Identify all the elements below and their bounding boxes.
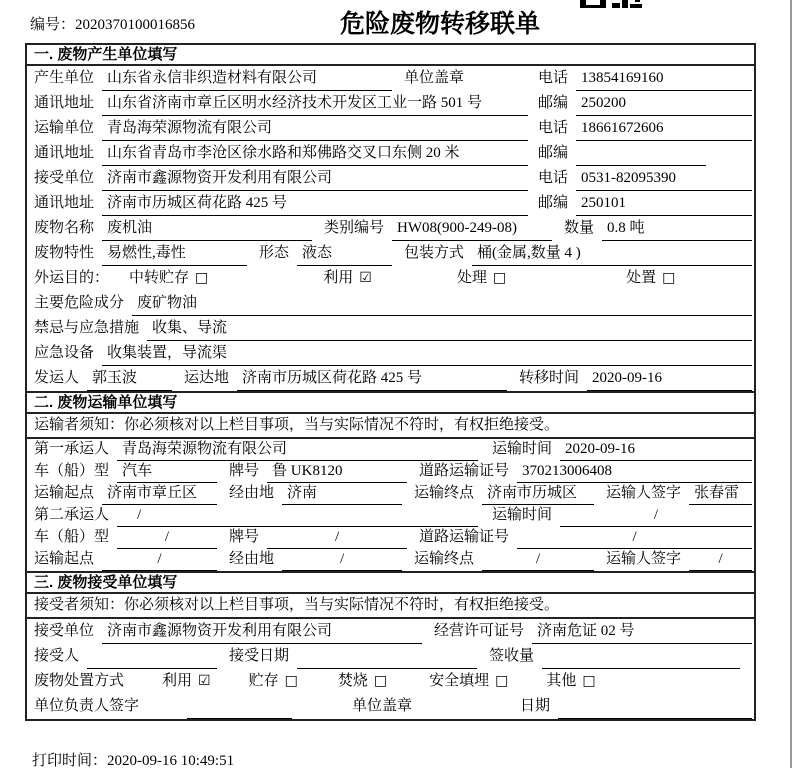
second-carrier-label: 第二承运人: [34, 507, 110, 523]
disposal-option-label: 安全填埋: [429, 673, 490, 689]
origin-label: 运输起点: [34, 485, 95, 501]
page-edge-divider: [790, 0, 792, 768]
road-permit-label: 道路运输证号: [419, 463, 510, 479]
second-carrier-value: /: [117, 505, 478, 527]
quantity-label: 数量: [564, 220, 595, 236]
shipper-value: 郭玉波: [87, 366, 172, 391]
transfer-purpose-label: 外运目的：: [34, 270, 110, 286]
receiver-phone-value: 0531-82095390: [576, 166, 752, 191]
second-carrier-row: [27, 505, 754, 527]
purpose-option-label: 处置: [626, 270, 657, 286]
second-origin-value: /: [102, 549, 217, 571]
hazard-components-value: 废矿物油: [132, 291, 752, 316]
shipper-label: 发运人: [34, 370, 80, 386]
zip-label: 邮编: [538, 195, 569, 211]
transfer-time-value: 2020-09-16: [587, 366, 752, 391]
disposal-option-label: 利用: [162, 673, 193, 689]
treat-checkbox: □: [492, 270, 507, 286]
producer-unit-row: [27, 66, 754, 91]
producer-zip-value: 250200: [576, 91, 752, 116]
date-value: [558, 694, 752, 719]
unit-seal-label: 单位盖章: [352, 698, 413, 714]
disposal-method-label: 废物处置方式: [34, 673, 125, 689]
producer-unit-label: 产生单位: [34, 70, 95, 86]
first-route-row: [27, 483, 754, 505]
acceptor-value: [87, 644, 217, 669]
plate-number-label: 牌号: [229, 463, 260, 479]
purpose-option-label: 利用: [323, 270, 354, 286]
packing-method-label: 包装方式: [404, 245, 465, 261]
first-plate-number-value: 鲁 UK8120: [267, 461, 407, 483]
print-time-value: 2020-09-16 10:49:51: [107, 753, 235, 769]
road-permit-label: 道路运输证号: [419, 529, 510, 545]
disposal-option-incinerate: [338, 669, 387, 694]
carrier-signature-label: 运输人签字: [606, 485, 682, 501]
phone-label: 电话: [538, 70, 569, 86]
transfer-time-label: 转移时间: [519, 370, 580, 386]
waste-character-label: 废物特性: [34, 245, 95, 261]
second-route-row: [27, 549, 754, 571]
receipt-quantity-label: 签收量: [489, 648, 535, 664]
dispose-checkbox: □: [662, 270, 676, 286]
transporter-phone-value: 18661672606: [576, 116, 752, 141]
first-carrier-time-value: 2020-09-16: [560, 439, 752, 461]
zip-label: 邮编: [538, 95, 569, 111]
emergency-equipment-row: [27, 341, 754, 366]
emergency-equipment-value: 收集装置，导流渠: [102, 341, 752, 366]
waste-character-row: [27, 241, 754, 266]
disposal-other-checkbox: □: [582, 673, 596, 689]
acceptor-row: [27, 644, 754, 669]
accepting-unit-label: 接受单位: [34, 623, 95, 639]
document-number-label: 编号：: [30, 17, 76, 33]
qr-code-fragment: [578, 0, 644, 8]
receiver-unit-row: [27, 166, 754, 191]
endpoint-label: 运输终点: [414, 485, 475, 501]
first-origin-value: 济南市章丘区: [102, 483, 217, 505]
destination-value: 济南市历城区荷花路 425 号: [237, 366, 507, 391]
physical-form-label: 形态: [259, 245, 290, 261]
second-via-value: /: [282, 549, 402, 571]
emergency-measures-row: [27, 316, 754, 341]
disposal-option-other: [546, 669, 595, 694]
accept-date-value: [297, 644, 477, 669]
utilize-checkbox: ☑: [359, 270, 372, 286]
document-number-value: 2020370100016856: [75, 17, 196, 33]
accepting-unit-value: 济南市鑫源物资开发利用有限公司: [102, 619, 422, 644]
phone-label: 电话: [538, 170, 569, 186]
endpoint-label: 运输终点: [414, 551, 475, 567]
disposal-utilize-checkbox: ☑: [198, 673, 211, 689]
producer-address-row: [27, 91, 754, 116]
zip-label: 邮编: [538, 145, 569, 161]
second-road-permit-value: /: [517, 527, 752, 549]
transporter-unit-label: 运输单位: [34, 120, 95, 136]
producer-address-value: 山东省济南市章丘区明水经济技术开发区工业一路 501 号: [102, 91, 528, 116]
carrier-signature-label: 运输人签字: [606, 551, 682, 567]
print-time-label: 打印时间：: [32, 753, 108, 769]
via-label: 经由地: [229, 551, 275, 567]
purpose-option-label: 中转贮存: [129, 270, 190, 286]
receiver-zip-value: 250101: [576, 191, 752, 216]
disposal-option-utilize: [162, 669, 211, 694]
phone-label: 电话: [538, 120, 569, 136]
transport-time-label: 运输时间: [491, 507, 552, 523]
print-time: [32, 749, 234, 770]
license-number-value: 济南危证 02 号: [532, 619, 752, 644]
transfer-purpose-row: [27, 266, 754, 291]
first-carrier-signature-value: 张春雷: [689, 483, 752, 505]
address-label: 通讯地址: [34, 95, 95, 111]
receiver-address-row: [27, 191, 754, 216]
producer-unit-value: 山东省永信非织造材料有限公司: [102, 66, 392, 91]
section1-title: 一. 废物产生单位填写: [27, 45, 754, 66]
purpose-option-treat: [457, 266, 506, 291]
emergency-measures-label: 禁忌与应急措施: [34, 320, 140, 336]
transporter-address-value: 山东省青岛市李沧区徐水路和郑佛路交叉口东侧 20 米: [102, 141, 528, 166]
accepting-unit-row: [27, 619, 754, 644]
second-plate-number-value: /: [267, 527, 407, 549]
receipt-quantity-value: [542, 644, 740, 669]
plate-number-label: 牌号: [229, 529, 260, 545]
hazard-components-label: 主要危险成分: [34, 295, 125, 311]
shipper-row: [27, 366, 754, 391]
transporter-zip-value: [576, 141, 706, 166]
first-carrier-label: 第一承运人: [34, 441, 110, 457]
purpose-option-utilize: [323, 266, 372, 291]
disposal-option-landfill: [429, 669, 508, 694]
second-vehicle-row: [27, 527, 754, 549]
purpose-option-label: 处理: [456, 270, 487, 286]
responsible-signature-label: 单位负责人签字: [34, 698, 140, 714]
purpose-option-transfer-storage: [129, 266, 208, 291]
disposal-option-label: 其他: [546, 673, 577, 689]
disposal-option-label: 贮存: [248, 673, 279, 689]
receiver-unit-label: 接受单位: [34, 170, 95, 186]
vehicle-type-label: 车（船）型: [34, 529, 110, 545]
transporter-unit-value: 青岛海荣源物流有限公司: [102, 116, 528, 141]
category-code-label: 类别编号: [324, 220, 385, 236]
via-label: 经由地: [229, 485, 275, 501]
transporter-notice: 运输者须知：你必须核对以上栏目事项，当与实际情况不符时，有权拒绝接受。: [27, 414, 754, 439]
address-label: 通讯地址: [34, 145, 95, 161]
purpose-option-dispose: [626, 266, 675, 291]
emergency-equipment-label: 应急设备: [34, 345, 95, 361]
waste-name-value: 废机油: [102, 216, 312, 241]
disposal-method-row: [27, 669, 754, 694]
waste-name-row: [27, 216, 754, 241]
date-label: 日期: [520, 698, 551, 714]
first-vehicle-type-value: 汽车: [117, 461, 217, 483]
section2-title: 二. 废物运输单位填写: [27, 391, 754, 414]
producer-phone-value: 13854169160: [576, 66, 752, 91]
emergency-measures-value: 收集、导流: [147, 316, 752, 341]
first-endpoint-value: 济南市历城区: [482, 483, 594, 505]
first-vehicle-row: [27, 461, 754, 483]
second-vehicle-type-value: /: [117, 527, 217, 549]
license-number-label: 经营许可证号: [434, 623, 525, 639]
packing-method-value: 桶(金属,数量 4 ): [472, 241, 752, 266]
quantity-value: 0.8 吨: [602, 216, 752, 241]
responsible-signature-row: [27, 694, 754, 719]
category-code-value: HW08(900-249-08): [392, 216, 552, 241]
section3-title: 三. 废物接受单位填写: [27, 571, 754, 594]
first-carrier-row: [27, 439, 754, 461]
first-carrier-value: 青岛海荣源物流有限公司: [117, 439, 478, 461]
accept-date-label: 接受日期: [229, 648, 290, 664]
origin-label: 运输起点: [34, 551, 95, 567]
second-carrier-time-value: /: [560, 505, 752, 527]
receiver-notice: 接受者须知：你必须核对以上栏目事项，当与实际情况不符时，有权拒绝接受。: [27, 594, 754, 619]
transfer-manifest-form: [25, 43, 756, 721]
transport-time-label: 运输时间: [491, 441, 552, 457]
disposal-store-checkbox: □: [284, 673, 298, 689]
page-title: 危险废物转移联单: [339, 10, 540, 38]
second-endpoint-value: /: [482, 549, 594, 571]
transfer-storage-checkbox: □: [195, 270, 209, 286]
unit-seal-label: 单位盖章: [404, 70, 465, 86]
first-via-value: 济南: [282, 483, 402, 505]
receiver-address-value: 济南市历城区荷花路 425 号: [102, 191, 528, 216]
receiver-unit-value: 济南市鑫源物资开发利用有限公司: [102, 166, 528, 191]
waste-character-value: 易燃性,毒性: [102, 241, 247, 266]
disposal-option-store: [249, 669, 298, 694]
transporter-unit-row: [27, 116, 754, 141]
vehicle-type-label: 车（船）型: [34, 463, 110, 479]
physical-form-value: 液态: [297, 241, 392, 266]
disposal-incinerate-checkbox: □: [373, 673, 388, 689]
disposal-option-label: 焚烧: [337, 673, 368, 689]
acceptor-label: 接受人: [34, 648, 80, 664]
address-label: 通讯地址: [34, 195, 95, 211]
waste-name-label: 废物名称: [34, 220, 95, 236]
destination-label: 运达地: [184, 370, 230, 386]
hazard-components-row: [27, 291, 754, 316]
second-carrier-signature-value: /: [689, 549, 752, 571]
first-road-permit-value: 370213006408: [517, 461, 752, 483]
disposal-landfill-checkbox: □: [495, 673, 509, 689]
transporter-address-row: [27, 141, 754, 166]
responsible-signature-value: [187, 694, 292, 719]
